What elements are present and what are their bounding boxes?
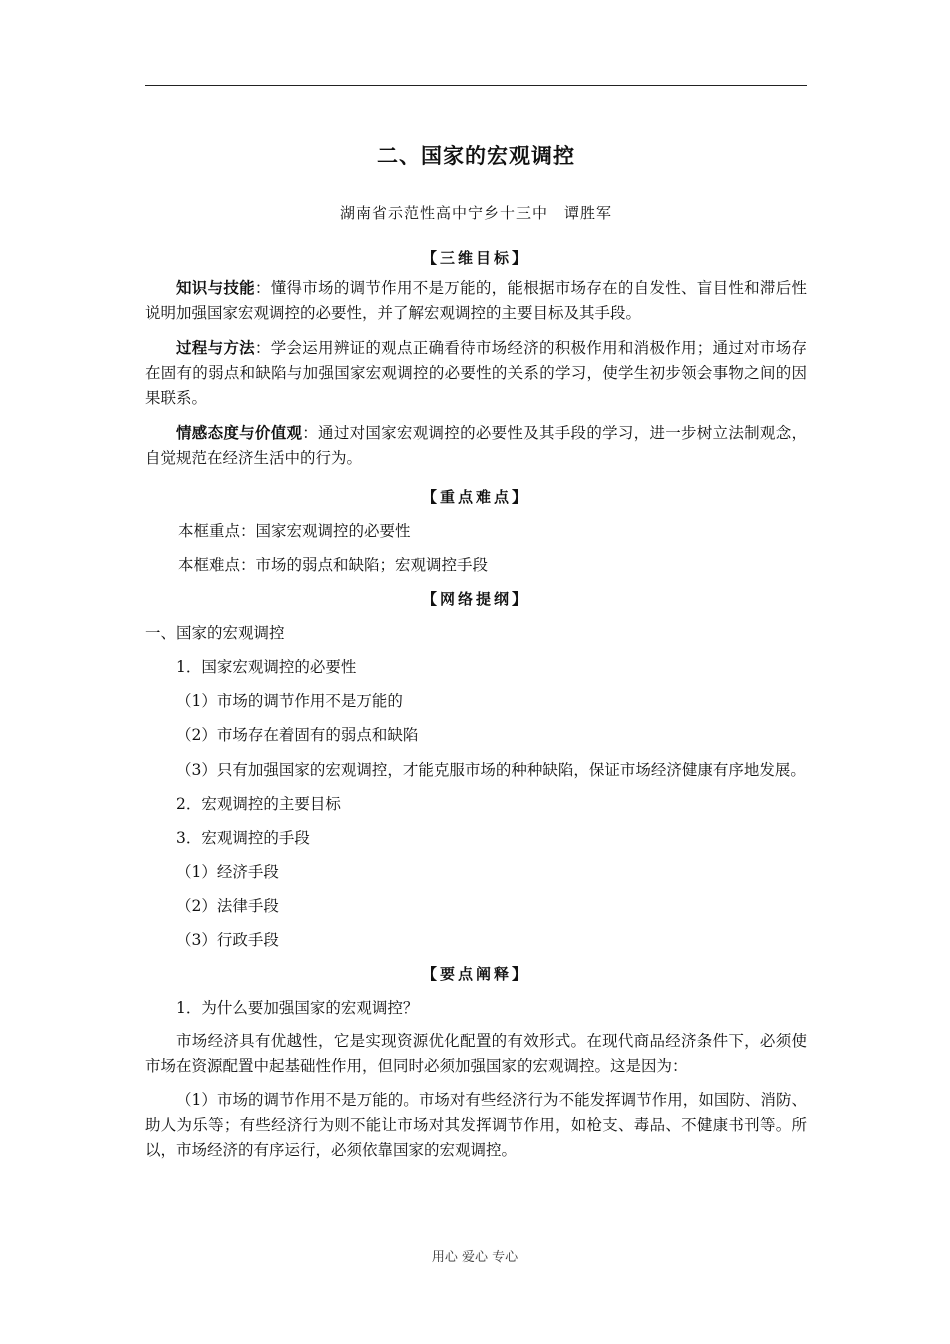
goal-text: ：通过对国家宏观调控的必要性及其手段的学习，进一步树立法制观念，自觉规范在经济生活中的行为。 [145,424,807,467]
outline-item: （2）法律手段 [176,897,279,915]
outline-item: （1）经济手段 [176,863,279,881]
explanation-paragraph: （1）市场的调节作用不是万能的。市场对有些经济行为不能发挥调节作用，如国防、消防、助人为乐等；有些经济行为则不能让市场对其发挥调节作用，如枪支、毒品、不健康书刊等。所以，市场经济的有序运行，必须依靠国家的宏观调控。 [145,1091,807,1159]
section-heading-outline: 【网络提纲】 [421,590,530,608]
document-body [145,128,807,1172]
outline-item: （3）行政手段 [176,931,279,949]
outline-item: （3）只有加强国家的宏观调控，才能克服市场的种种缺陷，保证市场经济健康有序地发展。 [176,761,806,779]
outline-item: （2）市场存在着固有的弱点和缺陷 [176,726,419,744]
difficult-point-line: 本框难点：市场的弱点和缺陷；宏观调控手段 [178,556,489,574]
outline-item: 2．宏观调控的主要目标 [176,795,341,813]
outline-item: （1）市场的调节作用不是万能的 [176,692,403,710]
goal-attitude [145,420,807,471]
section-heading-explanation: 【要点阐释】 [421,965,530,983]
section-heading-goals: 【三维目标】 [421,249,530,267]
goal-text: ：学会运用辨证的观点正确看待市场经济的积极作用和消极作用；通过对市场存在固有的弱点和缺陷与加强国家宏观调控的必要性的关系的学习，使学生初步领会事物之间的因果联系。 [145,339,807,407]
page-title: 二、国家的宏观调控 [377,143,575,168]
goal-label: 知识与技能 [176,278,255,297]
key-point-line: 本框重点：国家宏观调控的必要性 [178,522,411,540]
goal-label: 情感态度与价值观 [176,423,303,442]
goal-label: 过程与方法 [176,338,255,357]
goal-text: ：懂得市场的调节作用不是万能的，能根据市场存在的自发性、盲目性和滞后性说明加强国家宏观调控的必要性，并了解宏观调控的主要目标及其手段。 [145,279,807,322]
goal-process [145,335,807,411]
page-footer: 用心 爱心 专心 [431,1250,519,1265]
explanation-paragraph: 市场经济具有优越性，它是实现资源优化配置的有效形式。在现代商品经济条件下，必须使市场在资源配置中起基础性作用，但同时必须加强国家的宏观调控。这是因为： [145,1032,807,1075]
author-line: 湖南省示范性高中宁乡十三中 谭胜军 [339,204,612,222]
outline-item: 一、国家的宏观调控 [145,624,285,642]
outline-item: 3．宏观调控的手段 [176,829,310,847]
question-line: 1．为什么要加强国家的宏观调控？ [176,999,419,1017]
goal-knowledge [145,275,807,326]
header-rule [145,85,807,86]
outline-item: 1．国家宏观调控的必要性 [176,658,357,676]
section-heading-key-points: 【重点难点】 [421,488,530,506]
